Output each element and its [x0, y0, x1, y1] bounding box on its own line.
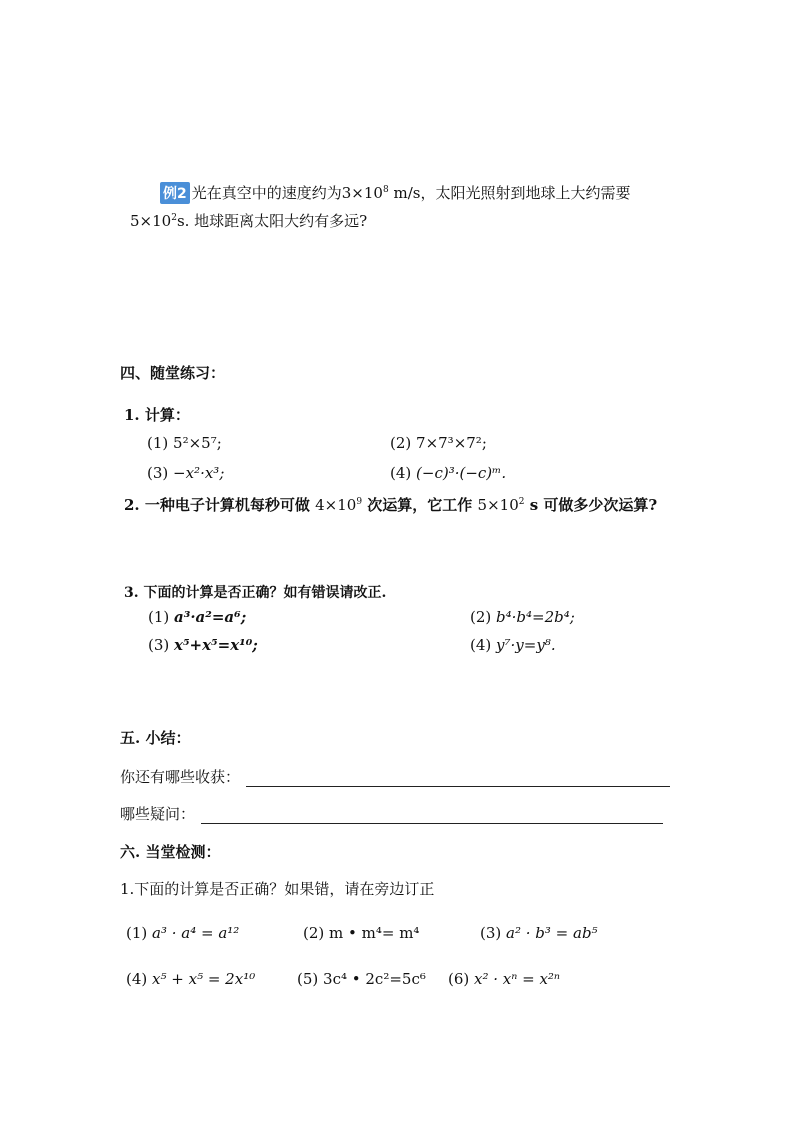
- check-item-6: (6) x² · xⁿ = x²ⁿ: [448, 970, 561, 988]
- q1-label: 1. 计算：: [124, 406, 190, 424]
- q1-item-2: (2) 7×7³×7²;: [390, 434, 487, 452]
- example-speed-unit: m/s，太阳光照射到地球上大约需要: [388, 184, 631, 202]
- q3-item-4: (4) y⁷·y=y⁸.: [470, 636, 556, 654]
- harvest-label: 你还有哪些收获：: [120, 768, 241, 786]
- check-item-3: (3) a² · b³ = ab⁵: [480, 924, 598, 942]
- questions-answer-line[interactable]: [201, 809, 663, 824]
- example-badge: 例2: [160, 182, 190, 204]
- questions-label: 哪些疑问：: [120, 805, 196, 823]
- check-item-2: (2) m • m⁴= m⁴: [303, 924, 420, 942]
- harvest-row: [120, 766, 670, 787]
- q1-item-1: (1) 5²×5⁷;: [147, 434, 222, 452]
- speed-value: $3\times 10^8$: [341, 184, 389, 202]
- check-item-4: (4) x⁵ + x⁵ = 2x¹⁰: [126, 970, 256, 988]
- q3-item-3: (3) x⁵+x⁵=x¹⁰;: [148, 636, 258, 654]
- section6-heading: 六. 当堂检测：: [120, 843, 221, 861]
- q1-item-3: (3) −x²·x³;: [147, 464, 225, 482]
- example-line-1: [160, 182, 630, 204]
- time-value: $5\times 10^2$: [130, 212, 177, 230]
- questions-row: [120, 803, 663, 824]
- example-line-2: [130, 210, 367, 231]
- q3-label: 3. 下面的计算是否正确？如有错误请改正.: [124, 585, 387, 601]
- check-item-1: (1) a³ · a⁴ = a¹²: [126, 924, 240, 942]
- q1-item-4: (4) (−c)³·(−c)ᵐ.: [390, 464, 507, 482]
- check-item-5: (5) 3c⁴ • 2c²=5c⁶: [297, 970, 426, 988]
- q3-item-2: (2) b⁴·b⁴=2b⁴;: [470, 608, 575, 626]
- q2-text: 2. 一种电子计算机每秒可做 $4\times 10^9$ 次运算，它工作 $5\times 10^2$ s 可做多少次运算?: [124, 496, 658, 514]
- q3-item-1: (1) a³·a²=a⁶;: [148, 608, 247, 626]
- section5-heading: 五. 小结：: [120, 729, 191, 747]
- check-q1-label: 1.下面的计算是否正确？如果错，请在旁边订正: [120, 880, 435, 898]
- section4-heading: 四、随堂练习：: [120, 364, 226, 382]
- example-text-a: 光在真空中的速度约为: [191, 184, 342, 202]
- example-text-b: s. 地球距离太阳大约有多远?: [176, 212, 368, 230]
- harvest-answer-line[interactable]: [246, 772, 670, 787]
